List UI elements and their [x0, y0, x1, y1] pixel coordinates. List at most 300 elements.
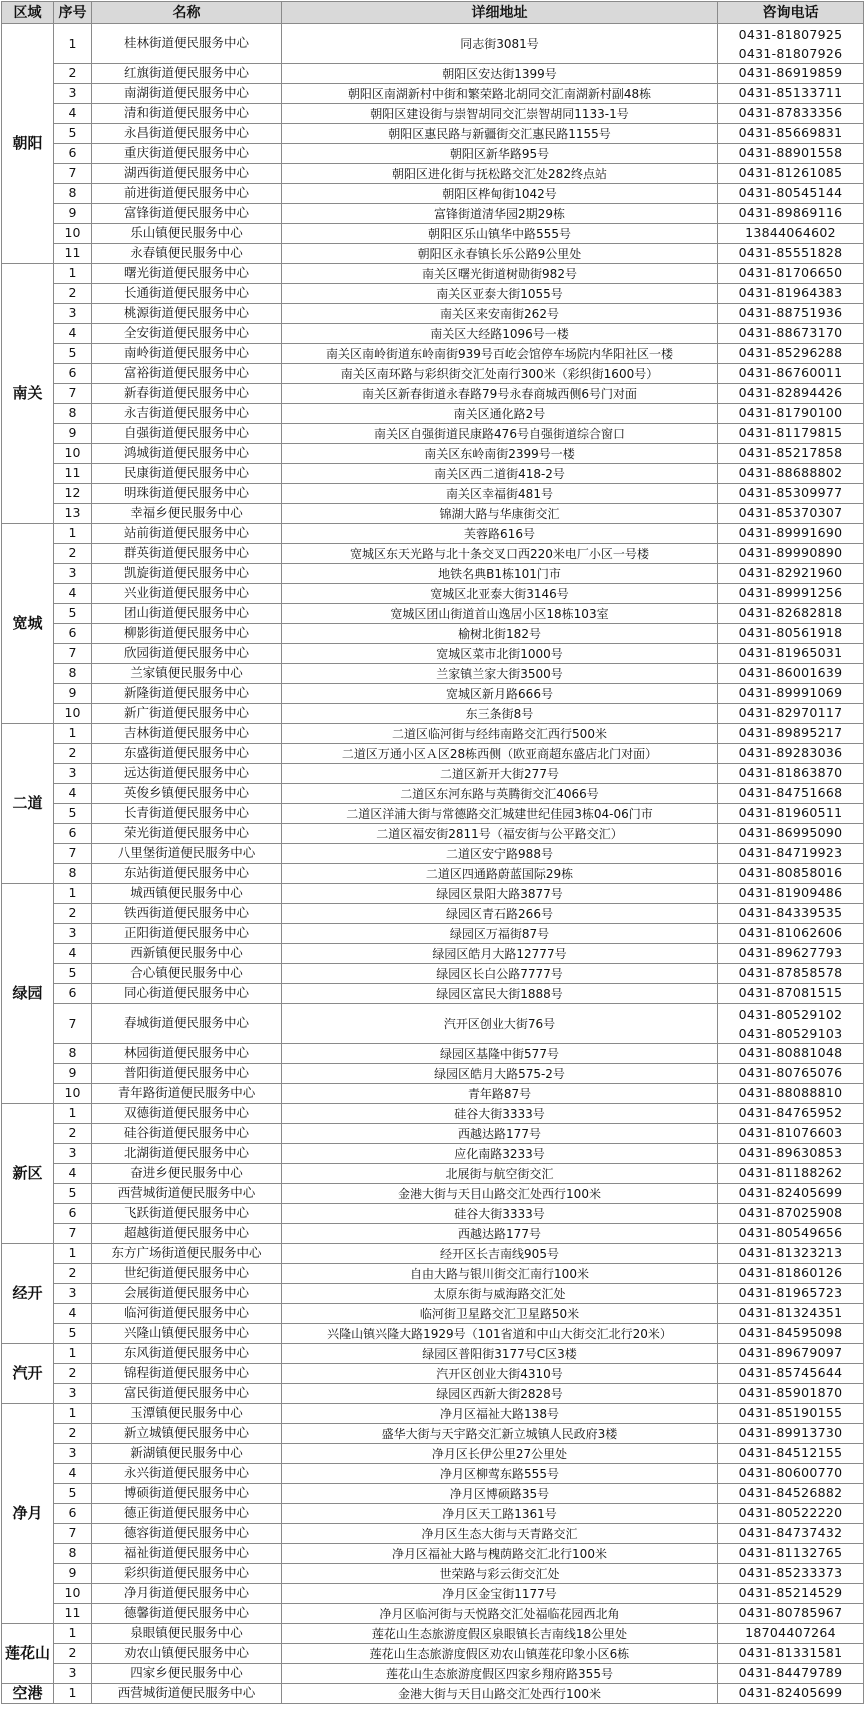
row-number: 8	[54, 1544, 92, 1564]
center-phone	[718, 1424, 864, 1444]
center-address: 绿园区普阳街3177号C区3楼	[282, 1344, 718, 1364]
district-cell: 空港	[2, 1684, 54, 1704]
phone-number: 0431-86919859	[738, 65, 843, 81]
row-number: 2	[54, 64, 92, 84]
center-phone	[718, 564, 864, 584]
center-address: 净月区天工路1361号	[282, 1504, 718, 1524]
center-name: 东方广场街道便民服务中心	[92, 1244, 282, 1264]
center-name: 会展街道便民服务中心	[92, 1284, 282, 1304]
table-row	[2, 844, 864, 864]
center-address: 朝阳区建设街与崇智胡同交汇崇智胡同1133-1号	[282, 104, 718, 124]
center-phone	[718, 84, 864, 104]
phone-number: 0431-80785967	[738, 1605, 843, 1621]
table-row	[2, 1404, 864, 1424]
center-name: 乐山镇便民服务中心	[92, 224, 282, 244]
table-row	[2, 224, 864, 244]
row-number: 13	[54, 504, 92, 524]
center-address: 绿园区长白公路7777号	[282, 964, 718, 984]
center-name: 西营城街道便民服务中心	[92, 1184, 282, 1204]
row-number: 1	[54, 884, 92, 904]
center-name: 前进街道便民服务中心	[92, 184, 282, 204]
phone-number: 0431-81324351	[738, 1305, 843, 1321]
center-phone	[718, 884, 864, 904]
row-number: 7	[54, 644, 92, 664]
center-address: 南关区通化路2号	[282, 404, 718, 424]
center-name: 富锋街道便民服务中心	[92, 204, 282, 224]
table-row	[2, 1564, 864, 1584]
center-phone	[718, 1624, 864, 1644]
center-phone	[718, 364, 864, 384]
center-phone	[718, 1284, 864, 1304]
table-row	[2, 464, 864, 484]
phone-number: 0431-85370307	[738, 505, 843, 521]
center-name: 富民街道便民服务中心	[92, 1384, 282, 1404]
center-address: 净月区生态大街与天青路交汇	[282, 1524, 718, 1544]
center-address: 莲花山生态旅游度假区劝农山镇莲花印象小区6栋	[282, 1644, 718, 1664]
center-name: 鸿城街道便民服务中心	[92, 444, 282, 464]
center-address: 南关区亚泰大街1055号	[282, 284, 718, 304]
phone-number: 0431-81261085	[738, 165, 843, 181]
row-number: 8	[54, 404, 92, 424]
row-number: 10	[54, 704, 92, 724]
center-name: 飞跃街道便民服务中心	[92, 1204, 282, 1224]
center-phone	[718, 1524, 864, 1544]
center-phone	[718, 1084, 864, 1104]
center-address: 朝阳区永春镇长乐公路9公里处	[282, 244, 718, 264]
center-name: 玉潭镇便民服务中心	[92, 1404, 282, 1424]
center-address: 二道区万通小区Ａ区28栋西侧（欧亚商超东盛店北门对面）	[282, 744, 718, 764]
center-name: 德正街道便民服务中心	[92, 1504, 282, 1524]
center-phone	[718, 1264, 864, 1284]
table-row	[2, 1524, 864, 1544]
center-phone	[718, 1664, 864, 1684]
center-address: 南关区大经路1096号一楼	[282, 324, 718, 344]
table-row	[2, 1304, 864, 1324]
phone-number: 0431-81790100	[738, 405, 843, 421]
center-address: 金港大街与天目山路交汇处西行100米	[282, 1184, 718, 1204]
center-phone	[718, 664, 864, 684]
table-row	[2, 944, 864, 964]
row-number: 4	[54, 1464, 92, 1484]
row-number: 2	[54, 1424, 92, 1444]
center-name: 彩织街道便民服务中心	[92, 1564, 282, 1584]
table-row	[2, 1484, 864, 1504]
district-cell: 经开	[2, 1244, 54, 1344]
row-number: 4	[54, 584, 92, 604]
phone-number: 0431-87025908	[738, 1205, 843, 1221]
phone-number: 0431-81706650	[738, 265, 843, 281]
phone-number: 0431-82405699	[738, 1185, 843, 1201]
table-row	[2, 304, 864, 324]
row-number: 10	[54, 224, 92, 244]
center-address: 南关区西二道街418-2号	[282, 464, 718, 484]
center-address: 宽城区菜市北街1000号	[282, 644, 718, 664]
center-phone	[718, 784, 864, 804]
center-address: 地铁名典B1栋101门市	[282, 564, 718, 584]
center-name: 清和街道便民服务中心	[92, 104, 282, 124]
center-phone	[718, 184, 864, 204]
center-address: 经开区长吉南线905号	[282, 1244, 718, 1264]
phone-number: 0431-81179815	[738, 425, 843, 441]
center-phone	[718, 1064, 864, 1084]
center-name: 红旗街道便民服务中心	[92, 64, 282, 84]
center-phone	[718, 1344, 864, 1364]
center-name: 净月街道便民服务中心	[92, 1584, 282, 1604]
phone-number: 0431-85309977	[738, 485, 843, 501]
center-name: 长青街道便民服务中心	[92, 804, 282, 824]
center-phone	[718, 524, 864, 544]
center-name: 兰家镇便民服务中心	[92, 664, 282, 684]
table-row	[2, 1584, 864, 1604]
center-name: 东盛街道便民服务中心	[92, 744, 282, 764]
row-number: 9	[54, 1564, 92, 1584]
table-row	[2, 424, 864, 444]
center-phone	[718, 464, 864, 484]
center-name: 锦程街道便民服务中心	[92, 1364, 282, 1384]
center-address: 宽城区新月路666号	[282, 684, 718, 704]
phone-number: 0431-84512155	[738, 1445, 843, 1461]
row-number: 2	[54, 904, 92, 924]
center-name: 双德街道便民服务中心	[92, 1104, 282, 1124]
row-number: 3	[54, 1384, 92, 1404]
row-number: 2	[54, 544, 92, 564]
center-address: 锦湖大路与华康街交汇	[282, 504, 718, 524]
table-row	[2, 1144, 864, 1164]
row-number: 9	[54, 424, 92, 444]
phone-number: 0431-80549656	[738, 1225, 843, 1241]
row-number: 3	[54, 304, 92, 324]
phone-number: 0431-88688802	[738, 465, 843, 481]
table-row	[2, 1324, 864, 1344]
row-number: 8	[54, 864, 92, 884]
center-phone	[718, 244, 864, 264]
center-phone	[718, 604, 864, 624]
center-name: 同心街道便民服务中心	[92, 984, 282, 1004]
phone-number: 0431-82682818	[738, 605, 843, 621]
phone-number: 0431-84765952	[738, 1105, 843, 1121]
table-row	[2, 1064, 864, 1084]
center-phone	[718, 964, 864, 984]
center-address: 二道区福安街2811号（福安街与公平路交汇）	[282, 824, 718, 844]
table-row	[2, 1084, 864, 1104]
center-name: 超越街道便民服务中心	[92, 1224, 282, 1244]
center-phone	[718, 1164, 864, 1184]
center-name: 曙光街道便民服务中心	[92, 264, 282, 284]
center-phone	[718, 284, 864, 304]
center-name: 桃源街道便民服务中心	[92, 304, 282, 324]
center-address: 硅谷大街3333号	[282, 1204, 718, 1224]
center-address: 朝阳区南湖新村中街和繁荣路北胡同交汇南湖新村副48栋	[282, 84, 718, 104]
center-name: 南湖街道便民服务中心	[92, 84, 282, 104]
center-phone	[718, 64, 864, 84]
table-row	[2, 1004, 864, 1044]
center-name: 铁西街道便民服务中心	[92, 904, 282, 924]
center-address: 朝阳区桦甸街1042号	[282, 184, 718, 204]
row-number: 4	[54, 324, 92, 344]
row-number: 1	[54, 1404, 92, 1424]
center-name: 永兴街道便民服务中心	[92, 1464, 282, 1484]
phone-number: 0431-89990890	[738, 545, 843, 561]
table-body	[2, 24, 864, 1704]
center-phone	[718, 124, 864, 144]
center-phone	[718, 1364, 864, 1384]
table-row	[2, 1504, 864, 1524]
center-address: 净月区博硕路35号	[282, 1484, 718, 1504]
table-row	[2, 584, 864, 604]
table-row	[2, 144, 864, 164]
center-phone	[718, 1404, 864, 1424]
center-address: 兴隆山镇兴隆大路1929号（101省道和中山大街交汇北行20米）	[282, 1324, 718, 1344]
center-name: 全安街道便民服务中心	[92, 324, 282, 344]
center-phone	[718, 684, 864, 704]
center-name: 英俊乡镇便民服务中心	[92, 784, 282, 804]
table-row	[2, 664, 864, 684]
center-address: 二道区四通路蔚蓝国际29栋	[282, 864, 718, 884]
center-address: 南关区新春街道永春路79号永春商城西侧6号门对面	[282, 384, 718, 404]
table-row	[2, 1284, 864, 1304]
center-address: 绿园区万福街87号	[282, 924, 718, 944]
row-number: 3	[54, 84, 92, 104]
center-name: 吉林街道便民服务中心	[92, 724, 282, 744]
center-address: 世荣路与彩云街交汇处	[282, 1564, 718, 1584]
phone-number: 0431-89283036	[738, 745, 843, 761]
service-center-table	[1, 1, 864, 1704]
center-name: 劝农山镇便民服务中心	[92, 1644, 282, 1664]
table-row	[2, 244, 864, 264]
district-cell: 宽城	[2, 524, 54, 724]
row-number: 5	[54, 1324, 92, 1344]
row-number: 1	[54, 24, 92, 64]
row-number: 2	[54, 1124, 92, 1144]
row-number: 2	[54, 744, 92, 764]
district-cell: 汽开	[2, 1344, 54, 1404]
center-name: 普阳街道便民服务中心	[92, 1064, 282, 1084]
center-address: 绿园区景阳大路3877号	[282, 884, 718, 904]
row-number: 3	[54, 564, 92, 584]
phone-number: 0431-80858016	[738, 865, 843, 881]
center-address: 宽城区东天光路与北十条交叉口西220米电厂小区一号楼	[282, 544, 718, 564]
center-phone	[718, 24, 864, 64]
table-row	[2, 264, 864, 284]
row-number: 6	[54, 364, 92, 384]
table-row	[2, 484, 864, 504]
table-row	[2, 804, 864, 824]
phone-number: 0431-80522220	[738, 1505, 843, 1521]
table-row	[2, 124, 864, 144]
center-phone	[718, 1304, 864, 1324]
phone-number: 0431-81965723	[738, 1285, 843, 1301]
district-cell: 净月	[2, 1404, 54, 1624]
center-name: 硅谷街道便民服务中心	[92, 1124, 282, 1144]
center-address: 南关区来安南街262号	[282, 304, 718, 324]
phone-number: 0431-81964383	[738, 285, 843, 301]
row-number: 7	[54, 1524, 92, 1544]
center-phone	[718, 924, 864, 944]
district-cell: 二道	[2, 724, 54, 884]
table-row	[2, 1624, 864, 1644]
row-number: 3	[54, 924, 92, 944]
table-row	[2, 24, 864, 64]
row-number: 6	[54, 1504, 92, 1524]
table-row	[2, 764, 864, 784]
center-name: 自强街道便民服务中心	[92, 424, 282, 444]
center-name: 博硕街道便民服务中心	[92, 1484, 282, 1504]
phone-number: 0431-82921960	[738, 565, 843, 581]
center-phone	[718, 144, 864, 164]
table-row	[2, 1684, 864, 1704]
center-address: 绿园区富民大街1888号	[282, 984, 718, 1004]
center-name: 北湖街道便民服务中心	[92, 1144, 282, 1164]
center-phone	[718, 904, 864, 924]
center-address: 绿园区西新大街2828号	[282, 1384, 718, 1404]
center-name: 站前街道便民服务中心	[92, 524, 282, 544]
center-address: 朝阳区安达街1399号	[282, 64, 718, 84]
phone-number: 0431-85296288	[738, 345, 843, 361]
center-phone	[718, 1384, 864, 1404]
center-name: 东站街道便民服务中心	[92, 864, 282, 884]
center-name: 兴隆山镇便民服务中心	[92, 1324, 282, 1344]
center-address: 朝阳区进化街与抚松路交汇处282终点站	[282, 164, 718, 184]
center-name: 泉眼镇便民服务中心	[92, 1624, 282, 1644]
center-address: 朝阳区新华路95号	[282, 144, 718, 164]
center-name: 城西镇便民服务中心	[92, 884, 282, 904]
row-number: 5	[54, 964, 92, 984]
center-address: 二道区东河东路与英腾街交汇4066号	[282, 784, 718, 804]
center-name: 正阳街道便民服务中心	[92, 924, 282, 944]
center-phone	[718, 704, 864, 724]
phone-number: 0431-84339535	[738, 905, 843, 921]
table-row	[2, 1104, 864, 1124]
table-row	[2, 704, 864, 724]
table-row	[2, 744, 864, 764]
row-number: 8	[54, 184, 92, 204]
center-address: 太原东街与威海路交汇处	[282, 1284, 718, 1304]
table-row	[2, 184, 864, 204]
table-row	[2, 784, 864, 804]
center-address: 南关区曙光街道树勋街982号	[282, 264, 718, 284]
table-row	[2, 564, 864, 584]
phone-number: 0431-82970117	[738, 705, 843, 721]
center-name: 明珠街道便民服务中心	[92, 484, 282, 504]
row-number: 6	[54, 824, 92, 844]
center-name: 新湖镇便民服务中心	[92, 1444, 282, 1464]
row-number: 4	[54, 944, 92, 964]
phone-number: 0431-85190155	[738, 1405, 843, 1421]
row-number: 2	[54, 284, 92, 304]
center-address: 二道区安宁路988号	[282, 844, 718, 864]
center-phone	[718, 484, 864, 504]
table-row	[2, 684, 864, 704]
center-name: 柳影街道便民服务中心	[92, 624, 282, 644]
center-name: 重庆街道便民服务中心	[92, 144, 282, 164]
phone-number: 0431-80881048	[738, 1045, 843, 1061]
table-row	[2, 1644, 864, 1664]
center-address: 西越达路177号	[282, 1224, 718, 1244]
center-phone	[718, 1604, 864, 1624]
center-address: 东三条街8号	[282, 704, 718, 724]
center-phone	[718, 584, 864, 604]
center-phone	[718, 444, 864, 464]
table-row	[2, 164, 864, 184]
table-row	[2, 504, 864, 524]
center-name: 奋进乡便民服务中心	[92, 1164, 282, 1184]
center-phone	[718, 1044, 864, 1064]
center-phone	[718, 1244, 864, 1264]
row-number: 11	[54, 244, 92, 264]
row-number: 1	[54, 1244, 92, 1264]
phone-number: 0431-80765076	[738, 1065, 843, 1081]
table-row	[2, 604, 864, 624]
phone-number: 0431-82405699	[738, 1685, 843, 1701]
row-number: 6	[54, 1204, 92, 1224]
center-phone	[718, 624, 864, 644]
table-row	[2, 1464, 864, 1484]
row-number: 4	[54, 1164, 92, 1184]
phone-number: 0431-84719923	[738, 845, 843, 861]
row-number: 2	[54, 1264, 92, 1284]
table-row	[2, 904, 864, 924]
center-address: 绿园区皓月大路12777号	[282, 944, 718, 964]
table-row	[2, 344, 864, 364]
center-phone	[718, 544, 864, 564]
center-phone	[718, 1444, 864, 1464]
table-row	[2, 964, 864, 984]
center-phone	[718, 1464, 864, 1484]
row-number: 7	[54, 384, 92, 404]
header-row	[2, 2, 864, 24]
center-name: 四家乡便民服务中心	[92, 1664, 282, 1684]
center-address: 汽开区创业大街4310号	[282, 1364, 718, 1384]
row-number: 8	[54, 664, 92, 684]
center-phone	[718, 1484, 864, 1504]
row-number: 3	[54, 1664, 92, 1684]
row-number: 1	[54, 1344, 92, 1364]
table-row	[2, 1244, 864, 1264]
center-address: 青年路87号	[282, 1084, 718, 1104]
row-number: 10	[54, 444, 92, 464]
phone-number: 0431-81807925	[738, 26, 843, 42]
center-phone	[718, 384, 864, 404]
phone-number: 0431-84595098	[738, 1325, 843, 1341]
center-name: 欣园街道便民服务中心	[92, 644, 282, 664]
center-address: 绿园区皓月大路575-2号	[282, 1064, 718, 1084]
phone-number: 0431-81965031	[738, 645, 843, 661]
phone-number: 0431-89991256	[738, 585, 843, 601]
phone-number: 0431-84751668	[738, 785, 843, 801]
table-row	[2, 404, 864, 424]
header-name: 名称	[92, 2, 282, 24]
phone-number: 0431-84526882	[738, 1485, 843, 1501]
center-name: 民康街道便民服务中心	[92, 464, 282, 484]
phone-number: 0431-88751936	[738, 305, 843, 321]
row-number: 2	[54, 1644, 92, 1664]
phone-number: 0431-81860126	[738, 1265, 843, 1281]
center-phone	[718, 1324, 864, 1344]
phone-number: 0431-81807926	[738, 45, 843, 61]
phone-number: 0431-86001639	[738, 665, 843, 681]
center-address: 净月区福祉大路与槐荫路交汇北行100米	[282, 1544, 718, 1564]
phone-number: 0431-89627793	[738, 945, 843, 961]
center-phone	[718, 644, 864, 664]
row-number: 4	[54, 784, 92, 804]
center-phone	[718, 404, 864, 424]
district-cell: 朝阳	[2, 24, 54, 264]
phone-number: 0431-87833356	[738, 105, 843, 121]
phone-number: 0431-85133711	[738, 85, 843, 101]
phone-number: 0431-89991690	[738, 525, 843, 541]
table-row	[2, 644, 864, 664]
center-name: 团山街道便民服务中心	[92, 604, 282, 624]
